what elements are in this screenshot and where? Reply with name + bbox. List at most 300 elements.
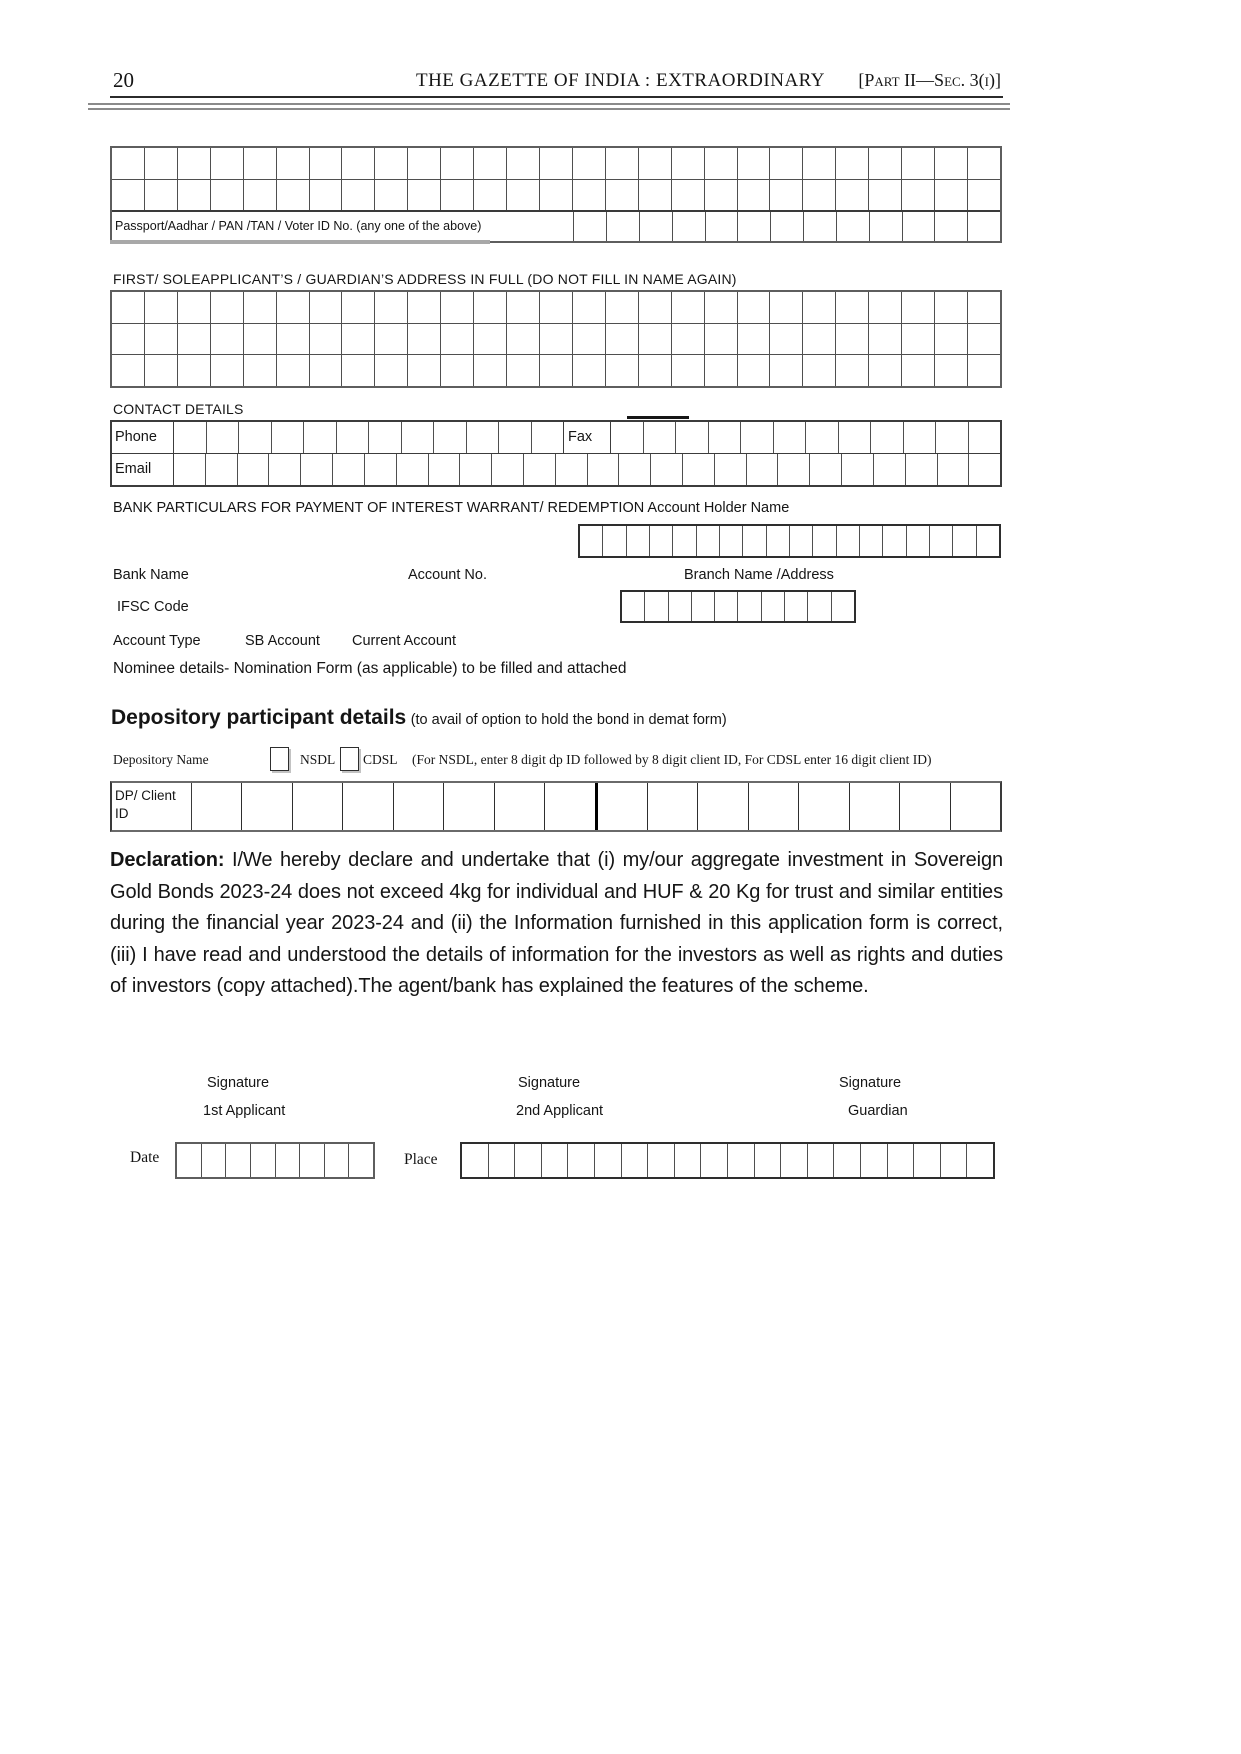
char-box[interactable] xyxy=(837,526,860,556)
signature-role-2: 2nd Applicant xyxy=(516,1103,604,1119)
char-box[interactable] xyxy=(705,292,738,323)
char-box[interactable] xyxy=(701,1144,728,1177)
char-box[interactable] xyxy=(499,422,532,453)
char-box[interactable] xyxy=(870,212,903,241)
char-box[interactable] xyxy=(375,355,408,386)
char-box[interactable] xyxy=(969,454,1000,485)
char-box[interactable] xyxy=(375,292,408,323)
char-box[interactable] xyxy=(606,355,639,386)
char-box[interactable] xyxy=(914,1144,941,1177)
char-box[interactable] xyxy=(869,324,902,355)
signature-role-1: 1st Applicant xyxy=(203,1103,286,1119)
char-box[interactable] xyxy=(226,1144,251,1177)
char-box[interactable] xyxy=(860,526,883,556)
char-box[interactable] xyxy=(239,422,272,453)
char-box[interactable] xyxy=(242,783,292,830)
char-box[interactable] xyxy=(907,526,930,556)
char-box[interactable] xyxy=(145,355,178,386)
char-box[interactable] xyxy=(460,454,492,485)
char-box[interactable] xyxy=(839,422,872,453)
char-box[interactable] xyxy=(935,148,968,179)
nsdl-checkbox[interactable] xyxy=(270,747,289,771)
char-box[interactable] xyxy=(622,592,645,621)
char-box[interactable] xyxy=(441,355,474,386)
char-box[interactable] xyxy=(177,1144,202,1177)
char-box[interactable] xyxy=(902,292,935,323)
char-box[interactable] xyxy=(705,355,738,386)
gazette-part-label: [Part II—Sec. 3(i)] xyxy=(858,70,1001,90)
char-box[interactable] xyxy=(836,180,869,211)
char-box[interactable] xyxy=(611,422,644,453)
char-box[interactable] xyxy=(174,422,207,453)
char-box[interactable] xyxy=(397,454,429,485)
char-box[interactable] xyxy=(474,180,507,211)
char-box[interactable] xyxy=(803,324,836,355)
passport-row xyxy=(112,210,1000,241)
char-box[interactable] xyxy=(874,454,906,485)
char-box[interactable] xyxy=(705,148,738,179)
char-box[interactable] xyxy=(834,1144,861,1177)
char-box[interactable] xyxy=(771,212,804,241)
char-box[interactable] xyxy=(871,422,904,453)
char-box[interactable] xyxy=(524,454,556,485)
char-box[interactable] xyxy=(967,1144,993,1177)
char-box[interactable] xyxy=(930,526,953,556)
char-box[interactable] xyxy=(540,324,573,355)
char-box[interactable] xyxy=(709,422,742,453)
char-box[interactable] xyxy=(474,148,507,179)
char-box[interactable] xyxy=(904,422,937,453)
char-box[interactable] xyxy=(832,592,854,621)
char-box[interactable] xyxy=(408,148,441,179)
char-box[interactable] xyxy=(192,783,242,830)
char-box[interactable] xyxy=(804,212,837,241)
char-box[interactable] xyxy=(672,355,705,386)
char-box[interactable] xyxy=(837,212,870,241)
char-box[interactable] xyxy=(803,355,836,386)
char-box[interactable] xyxy=(627,526,650,556)
char-box[interactable] xyxy=(738,212,771,241)
char-box[interactable] xyxy=(310,324,343,355)
char-box[interactable] xyxy=(738,355,771,386)
char-box[interactable] xyxy=(474,292,507,323)
char-box[interactable] xyxy=(698,783,748,830)
char-box[interactable] xyxy=(375,148,408,179)
char-box[interactable] xyxy=(467,422,500,453)
char-box[interactable] xyxy=(342,148,375,179)
char-box[interactable] xyxy=(672,148,705,179)
char-box[interactable] xyxy=(806,422,839,453)
char-box[interactable] xyxy=(935,212,968,241)
char-box[interactable] xyxy=(441,148,474,179)
char-box[interactable] xyxy=(304,422,337,453)
char-box[interactable] xyxy=(850,783,900,830)
char-box[interactable] xyxy=(675,1144,702,1177)
char-box[interactable] xyxy=(941,1144,968,1177)
box-row xyxy=(611,422,1000,453)
char-box[interactable] xyxy=(349,1144,373,1177)
dp-client-id-label: DP/ Client ID xyxy=(112,783,192,830)
char-box[interactable] xyxy=(408,180,441,211)
char-box[interactable] xyxy=(770,355,803,386)
char-box[interactable] xyxy=(842,454,874,485)
char-box[interactable] xyxy=(810,454,842,485)
char-box[interactable] xyxy=(650,526,673,556)
char-box[interactable] xyxy=(738,148,771,179)
char-box[interactable] xyxy=(738,180,771,211)
char-box[interactable] xyxy=(808,592,831,621)
char-box[interactable] xyxy=(953,526,976,556)
box-row xyxy=(112,292,1000,323)
char-box[interactable] xyxy=(715,454,747,485)
char-box[interactable] xyxy=(310,180,343,211)
char-box[interactable] xyxy=(902,324,935,355)
char-box[interactable] xyxy=(244,148,277,179)
fax-boxes xyxy=(611,422,1000,453)
char-box[interactable] xyxy=(408,355,441,386)
char-box[interactable] xyxy=(145,292,178,323)
char-box[interactable] xyxy=(622,1144,649,1177)
box-row xyxy=(622,592,854,621)
contact-section-label: CONTACT DETAILS xyxy=(113,401,244,417)
char-box[interactable] xyxy=(542,1144,569,1177)
char-box[interactable] xyxy=(781,1144,808,1177)
char-box[interactable] xyxy=(619,454,651,485)
char-box[interactable] xyxy=(573,292,606,323)
account-type-label: Account Type xyxy=(113,633,201,649)
char-box[interactable] xyxy=(408,324,441,355)
char-box[interactable] xyxy=(244,292,277,323)
char-box[interactable] xyxy=(672,180,705,211)
cdsl-checkbox[interactable] xyxy=(340,747,359,771)
char-box[interactable] xyxy=(900,783,950,830)
passport-label: Passport/Aadhar / PAN /TAN / Voter ID No. (any one of the above) xyxy=(112,212,574,241)
char-box[interactable] xyxy=(515,1144,542,1177)
char-box[interactable] xyxy=(935,292,968,323)
char-box[interactable] xyxy=(293,783,343,830)
char-box[interactable] xyxy=(969,422,1001,453)
char-box[interactable] xyxy=(277,355,310,386)
char-box[interactable] xyxy=(301,454,333,485)
phone-label: Phone xyxy=(112,422,174,453)
char-box[interactable] xyxy=(888,1144,915,1177)
phone-row xyxy=(112,422,1000,453)
char-box[interactable] xyxy=(767,526,790,556)
char-box[interactable] xyxy=(429,454,461,485)
char-box[interactable] xyxy=(540,355,573,386)
char-box[interactable] xyxy=(790,526,813,556)
char-box[interactable] xyxy=(639,292,672,323)
char-box[interactable] xyxy=(269,454,301,485)
char-box[interactable] xyxy=(507,324,540,355)
char-box[interactable] xyxy=(869,148,902,179)
char-box[interactable] xyxy=(540,148,573,179)
char-box[interactable] xyxy=(606,324,639,355)
char-box[interactable] xyxy=(310,148,343,179)
char-box[interactable] xyxy=(402,422,435,453)
char-box[interactable] xyxy=(883,526,906,556)
char-box[interactable] xyxy=(492,454,524,485)
char-box[interactable] xyxy=(408,292,441,323)
char-box[interactable] xyxy=(244,324,277,355)
char-box[interactable] xyxy=(669,592,692,621)
char-box[interactable] xyxy=(705,180,738,211)
char-box[interactable] xyxy=(644,422,677,453)
char-box[interactable] xyxy=(645,592,668,621)
char-box[interactable] xyxy=(836,355,869,386)
char-box[interactable] xyxy=(202,1144,227,1177)
char-box[interactable] xyxy=(755,1144,782,1177)
char-box[interactable] xyxy=(489,1144,516,1177)
char-box[interactable] xyxy=(836,148,869,179)
char-box[interactable] xyxy=(741,422,774,453)
char-box[interactable] xyxy=(174,454,206,485)
char-box[interactable] xyxy=(738,292,771,323)
char-box[interactable] xyxy=(803,148,836,179)
char-box[interactable] xyxy=(206,454,238,485)
char-box[interactable] xyxy=(375,324,408,355)
char-box[interactable] xyxy=(178,292,211,323)
char-box[interactable] xyxy=(778,454,810,485)
char-box[interactable] xyxy=(277,324,310,355)
char-box[interactable] xyxy=(211,180,244,211)
char-box[interactable] xyxy=(573,355,606,386)
char-box[interactable] xyxy=(325,1144,350,1177)
char-box[interactable] xyxy=(277,148,310,179)
char-box[interactable] xyxy=(640,212,673,241)
char-box[interactable] xyxy=(747,454,779,485)
char-box[interactable] xyxy=(869,292,902,323)
char-box[interactable] xyxy=(434,422,467,453)
char-box[interactable] xyxy=(902,180,935,211)
char-box[interactable] xyxy=(770,180,803,211)
char-box[interactable] xyxy=(968,148,1000,179)
char-box[interactable] xyxy=(337,422,370,453)
char-box[interactable] xyxy=(598,783,648,830)
depository-subtitle: (to avail of option to hold the bond in demat form) xyxy=(410,712,727,728)
char-box[interactable] xyxy=(441,180,474,211)
char-box[interactable] xyxy=(648,1144,675,1177)
char-box[interactable] xyxy=(507,292,540,323)
char-box[interactable] xyxy=(238,454,270,485)
char-box[interactable] xyxy=(639,148,672,179)
phone-boxes xyxy=(174,422,563,453)
char-box[interactable] xyxy=(507,148,540,179)
char-box[interactable] xyxy=(211,292,244,323)
char-box[interactable] xyxy=(342,355,375,386)
char-box[interactable] xyxy=(639,355,672,386)
branch-name-label: Branch Name /Address xyxy=(684,567,834,583)
char-box[interactable] xyxy=(648,783,698,830)
char-box[interactable] xyxy=(902,148,935,179)
char-box[interactable] xyxy=(738,324,771,355)
char-box[interactable] xyxy=(574,212,607,241)
char-box[interactable] xyxy=(277,180,310,211)
char-box[interactable] xyxy=(935,355,968,386)
char-box[interactable] xyxy=(951,783,1000,830)
char-box[interactable] xyxy=(556,454,588,485)
char-box[interactable] xyxy=(803,180,836,211)
char-box[interactable] xyxy=(672,292,705,323)
char-box[interactable] xyxy=(178,180,211,211)
depository-note: (For NSDL, enter 8 digit dp ID followed by 8 digit client ID, For CDSL enter 16 digit client ID) xyxy=(412,752,932,767)
char-box[interactable] xyxy=(441,324,474,355)
char-box[interactable] xyxy=(276,1144,301,1177)
current-account-option[interactable]: Current Account xyxy=(352,633,456,649)
char-box[interactable] xyxy=(545,783,597,830)
char-box[interactable] xyxy=(869,180,902,211)
char-box[interactable] xyxy=(444,783,494,830)
char-box[interactable] xyxy=(770,324,803,355)
char-box[interactable] xyxy=(639,180,672,211)
email-boxes xyxy=(174,454,1000,485)
char-box[interactable] xyxy=(938,454,970,485)
char-box[interactable] xyxy=(595,1144,622,1177)
char-box[interactable] xyxy=(369,422,402,453)
char-box[interactable] xyxy=(799,783,849,830)
char-box[interactable] xyxy=(568,1144,595,1177)
char-box[interactable] xyxy=(211,324,244,355)
char-box[interactable] xyxy=(300,1144,325,1177)
char-box[interactable] xyxy=(145,148,178,179)
char-box[interactable] xyxy=(697,526,720,556)
char-box[interactable] xyxy=(375,180,408,211)
char-box[interactable] xyxy=(540,292,573,323)
char-box[interactable] xyxy=(936,422,969,453)
char-box[interactable] xyxy=(342,324,375,355)
char-box[interactable] xyxy=(588,454,620,485)
char-box[interactable] xyxy=(902,355,935,386)
char-box[interactable] xyxy=(342,292,375,323)
char-box[interactable] xyxy=(507,180,540,211)
char-box[interactable] xyxy=(145,324,178,355)
char-box[interactable] xyxy=(606,148,639,179)
char-box[interactable] xyxy=(743,526,766,556)
char-box[interactable] xyxy=(211,148,244,179)
char-box[interactable] xyxy=(836,324,869,355)
char-box[interactable] xyxy=(869,355,902,386)
char-box[interactable] xyxy=(507,355,540,386)
char-box[interactable] xyxy=(606,180,639,211)
char-box[interactable] xyxy=(977,526,999,556)
char-box[interactable] xyxy=(639,324,672,355)
char-box[interactable] xyxy=(310,292,343,323)
char-box[interactable] xyxy=(673,212,706,241)
char-box[interactable] xyxy=(968,355,1000,386)
char-box[interactable] xyxy=(935,324,968,355)
char-box[interactable] xyxy=(720,526,743,556)
char-box[interactable] xyxy=(968,212,1000,241)
sb-account-option[interactable]: SB Account xyxy=(245,633,320,649)
char-box[interactable] xyxy=(603,526,626,556)
char-box[interactable] xyxy=(462,1144,489,1177)
char-box[interactable] xyxy=(683,454,715,485)
char-box[interactable] xyxy=(770,292,803,323)
char-box[interactable] xyxy=(906,454,938,485)
char-box[interactable] xyxy=(935,180,968,211)
char-box[interactable] xyxy=(532,422,564,453)
char-box[interactable] xyxy=(968,292,1000,323)
char-box[interactable] xyxy=(580,526,603,556)
char-box[interactable] xyxy=(692,592,715,621)
char-box[interactable] xyxy=(145,180,178,211)
char-box[interactable] xyxy=(606,292,639,323)
signature-role-3: Guardian xyxy=(848,1103,908,1119)
char-box[interactable] xyxy=(277,292,310,323)
char-box[interactable] xyxy=(441,292,474,323)
char-box[interactable] xyxy=(705,324,738,355)
box-row xyxy=(192,783,1000,830)
char-box[interactable] xyxy=(728,1144,755,1177)
char-box[interactable] xyxy=(903,212,936,241)
char-box[interactable] xyxy=(244,355,277,386)
date-label: Date xyxy=(130,1149,160,1166)
char-box[interactable] xyxy=(774,422,807,453)
char-box[interactable] xyxy=(207,422,240,453)
char-box[interactable] xyxy=(211,355,244,386)
char-box[interactable] xyxy=(474,355,507,386)
char-box[interactable] xyxy=(343,783,393,830)
char-box[interactable] xyxy=(607,212,640,241)
signature-label-1: Signature xyxy=(207,1075,270,1091)
char-box[interactable] xyxy=(495,783,545,830)
char-box[interactable] xyxy=(770,148,803,179)
char-box[interactable] xyxy=(112,324,145,355)
char-box[interactable] xyxy=(474,324,507,355)
char-box[interactable] xyxy=(251,1144,276,1177)
char-box[interactable] xyxy=(573,324,606,355)
char-box[interactable] xyxy=(785,592,808,621)
char-box[interactable] xyxy=(673,526,696,556)
char-box[interactable] xyxy=(178,355,211,386)
char-box[interactable] xyxy=(808,1144,835,1177)
char-box[interactable] xyxy=(112,292,145,323)
char-box[interactable] xyxy=(365,454,397,485)
char-box[interactable] xyxy=(342,180,375,211)
char-box[interactable] xyxy=(968,324,1000,355)
char-box[interactable] xyxy=(310,355,343,386)
char-box[interactable] xyxy=(762,592,785,621)
place-label: Place xyxy=(404,1151,438,1168)
char-box[interactable] xyxy=(573,180,606,211)
dp-client-id-table xyxy=(110,781,1002,832)
char-box[interactable] xyxy=(394,783,444,830)
char-box[interactable] xyxy=(836,292,869,323)
char-box[interactable] xyxy=(112,148,145,179)
char-box[interactable] xyxy=(651,454,683,485)
char-box[interactable] xyxy=(738,592,761,621)
char-box[interactable] xyxy=(749,783,799,830)
char-box[interactable] xyxy=(672,324,705,355)
char-box[interactable] xyxy=(715,592,738,621)
char-box[interactable] xyxy=(178,324,211,355)
char-box[interactable] xyxy=(178,148,211,179)
char-box[interactable] xyxy=(968,180,1000,211)
char-box[interactable] xyxy=(706,212,739,241)
char-box[interactable] xyxy=(573,148,606,179)
char-box[interactable] xyxy=(676,422,709,453)
char-box[interactable] xyxy=(813,526,836,556)
char-box[interactable] xyxy=(244,180,277,211)
char-box[interactable] xyxy=(803,292,836,323)
char-box[interactable] xyxy=(272,422,305,453)
char-box[interactable] xyxy=(112,355,145,386)
char-box[interactable] xyxy=(333,454,365,485)
depository-name-label: Depository Name xyxy=(113,752,209,767)
char-box[interactable] xyxy=(540,180,573,211)
char-box[interactable] xyxy=(861,1144,888,1177)
char-box[interactable] xyxy=(112,180,145,211)
